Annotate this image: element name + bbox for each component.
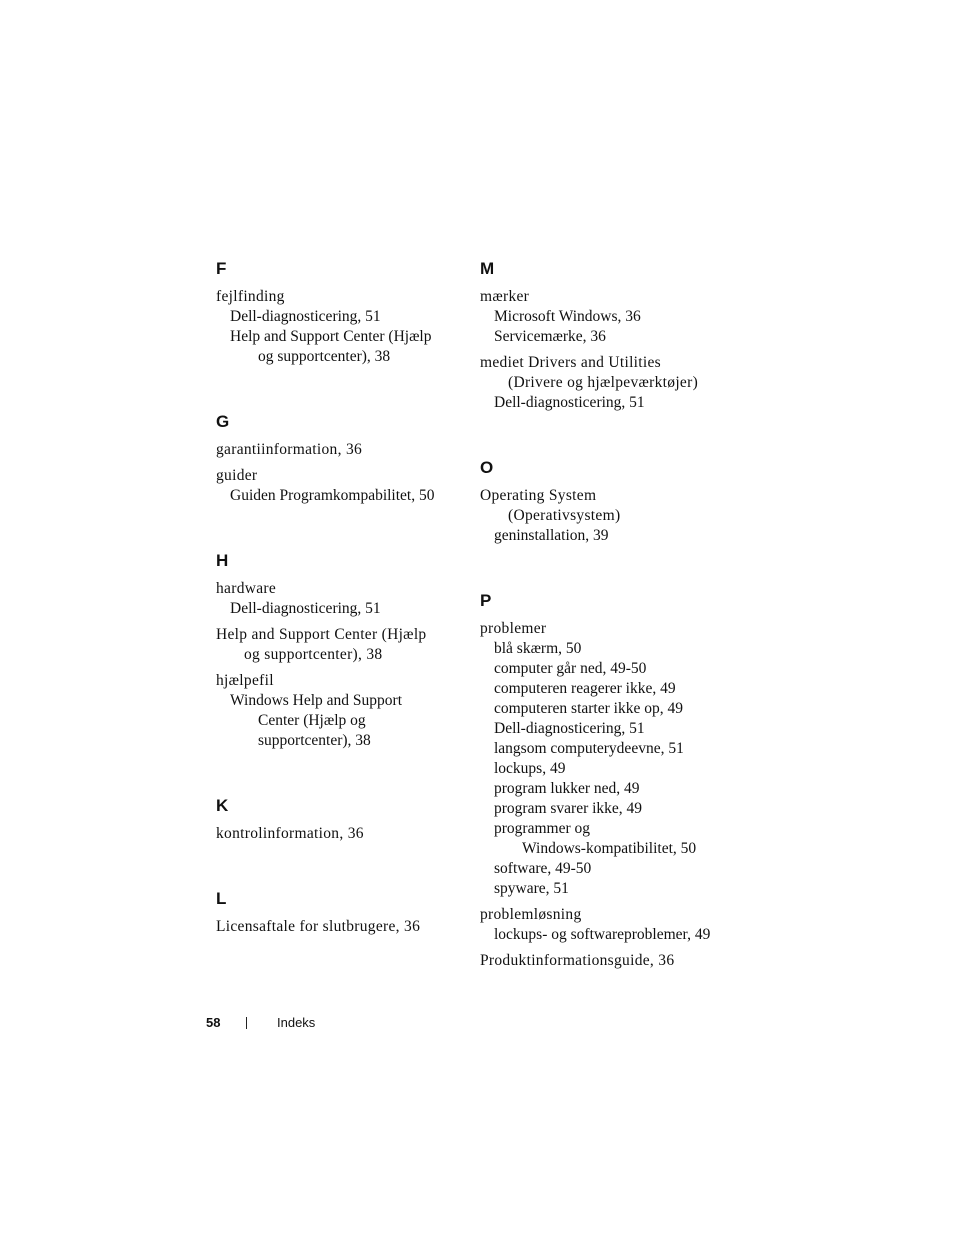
index-entry-text: hjælpefil <box>216 672 274 689</box>
index-entry <box>480 951 730 971</box>
index-subentry-text: Dell-diagnosticering, 51 <box>230 308 381 325</box>
index-entry-text: hardware <box>216 580 277 597</box>
index-subentry-text: computeren starter ikke op, 49 <box>494 700 683 717</box>
index-subentry-text: Dell-diagnosticering, 51 <box>494 394 645 411</box>
index-subentry <box>480 879 730 899</box>
index-subentry-text: Dell-diagnosticering, 51 <box>230 600 381 617</box>
index-subentry <box>480 759 730 779</box>
index-subentry <box>480 679 730 699</box>
index-subentry <box>216 599 456 619</box>
index-subentry <box>216 327 456 367</box>
index-entry <box>216 824 456 844</box>
index-subentry-text: Dell-diagnosticering, 51 <box>494 720 645 737</box>
index-entry <box>480 905 730 945</box>
index-section-k <box>216 795 456 844</box>
index-entry-text: garantiinformation, 36 <box>216 441 363 458</box>
section-spacer <box>216 844 456 888</box>
index-subentry <box>480 639 730 659</box>
section-spacer <box>480 546 730 590</box>
index-entry-text: mediet Drivers and Utilities <box>480 354 662 371</box>
index-section-f <box>216 258 456 367</box>
section-spacer <box>216 506 456 550</box>
index-entry <box>216 917 456 937</box>
index-subentry-text: blå skærm, 50 <box>494 640 582 657</box>
index-section-p <box>480 590 730 971</box>
index-subentry-text: Windows Help and Support <box>230 692 403 709</box>
index-subentry <box>216 691 456 751</box>
index-subentry-text: Center (Hjælp og <box>258 712 366 729</box>
index-subentry <box>480 819 730 859</box>
index-subentry-text: program lukker ned, 49 <box>494 780 640 797</box>
index-entry <box>480 353 730 413</box>
section-letter: P <box>480 591 492 610</box>
index-subentry <box>480 659 730 679</box>
index-subentry-text: Windows-kompatibilitet, 50 <box>522 840 697 857</box>
index-entry <box>216 287 456 367</box>
index-subentry <box>480 327 730 347</box>
section-letter: G <box>216 412 230 431</box>
index-subentry-text: Microsoft Windows, 36 <box>494 308 641 325</box>
index-entry-text: guider <box>216 467 258 484</box>
section-letter: H <box>216 551 229 570</box>
index-subentry-text: software, 49-50 <box>494 860 592 877</box>
index-entry-text: problemer <box>480 620 547 637</box>
index-subentry <box>480 799 730 819</box>
index-entry-text: Operating System <box>480 487 597 504</box>
index-section-h <box>216 550 456 751</box>
index-subentry-text: lockups- og softwareproblemer, 49 <box>494 926 711 943</box>
index-entry <box>480 486 730 546</box>
index-subentry <box>216 307 456 327</box>
section-letter: K <box>216 796 229 815</box>
index-entry-text: (Operativsystem) <box>508 507 621 524</box>
footer-section-label: Indeks <box>277 1015 316 1030</box>
index-subentry-text: computer går ned, 49-50 <box>494 660 647 677</box>
index-column-right <box>480 258 730 971</box>
index-subentry-text: langsom computerydeevne, 51 <box>494 740 684 757</box>
page-number: 58 <box>206 1015 221 1030</box>
index-entry-text: Produktinformationsguide, 36 <box>480 952 675 969</box>
index-subentry <box>480 925 730 945</box>
index-subentry-text: program svarer ikke, 49 <box>494 800 643 817</box>
index-entry-text: mærker <box>480 288 530 305</box>
index-entry-text: og supportcenter), 38 <box>244 646 383 663</box>
footer-separator <box>246 1017 247 1029</box>
index-column-left <box>216 258 456 937</box>
index-section-m <box>480 258 730 413</box>
index-subentry-text: geninstallation, 39 <box>494 527 609 544</box>
index-subentry-text: Help and Support Center (Hjælp <box>230 328 432 345</box>
index-subentry <box>480 779 730 799</box>
index-subentry <box>480 393 730 413</box>
index-entry-text: Help and Support Center (Hjælp <box>216 626 427 643</box>
index-subentry-text: programmer og <box>494 820 590 837</box>
index-section-l <box>216 888 456 937</box>
index-entry <box>216 466 456 506</box>
index-section-g <box>216 411 456 506</box>
index-subentry <box>216 486 456 506</box>
section-letter: O <box>480 458 494 477</box>
index-subentry-text: og supportcenter), 38 <box>258 348 391 365</box>
index-subentry-text: lockups, 49 <box>494 760 566 777</box>
index-entry <box>216 579 456 619</box>
index-subentry-text: Servicemærke, 36 <box>494 328 606 345</box>
section-spacer <box>216 751 456 795</box>
page-footer <box>206 1015 315 1030</box>
index-entry-text: (Drivere og hjælpeværktøjer) <box>508 374 699 391</box>
index-entry <box>216 671 456 751</box>
section-letter: M <box>480 259 495 278</box>
index-subentry-text: supportcenter), 38 <box>258 732 371 749</box>
index-entry <box>216 440 456 460</box>
index-entry <box>480 287 730 347</box>
index-subentry <box>480 859 730 879</box>
index-section-o <box>480 457 730 546</box>
section-spacer <box>216 367 456 411</box>
index-entry-text: Licensaftale for slutbrugere, 36 <box>216 918 421 935</box>
section-letter: L <box>216 889 227 908</box>
index-entry <box>480 619 730 899</box>
index-subentry-text: computeren reagerer ikke, 49 <box>494 680 676 697</box>
section-letter: F <box>216 259 227 278</box>
index-subentry-text: Guiden Programkompabilitet, 50 <box>230 487 435 504</box>
index-subentry <box>480 526 730 546</box>
section-spacer <box>480 413 730 457</box>
index-subentry <box>480 739 730 759</box>
index-subentry-text: spyware, 51 <box>494 880 569 897</box>
index-entry-text: fejlfinding <box>216 288 285 305</box>
index-subentry <box>480 719 730 739</box>
index-entry-text: kontrolinformation, 36 <box>216 825 364 842</box>
index-entry-text: problemløsning <box>480 906 582 923</box>
index-subentry <box>480 699 730 719</box>
index-entry <box>216 625 456 665</box>
index-subentry <box>480 307 730 327</box>
